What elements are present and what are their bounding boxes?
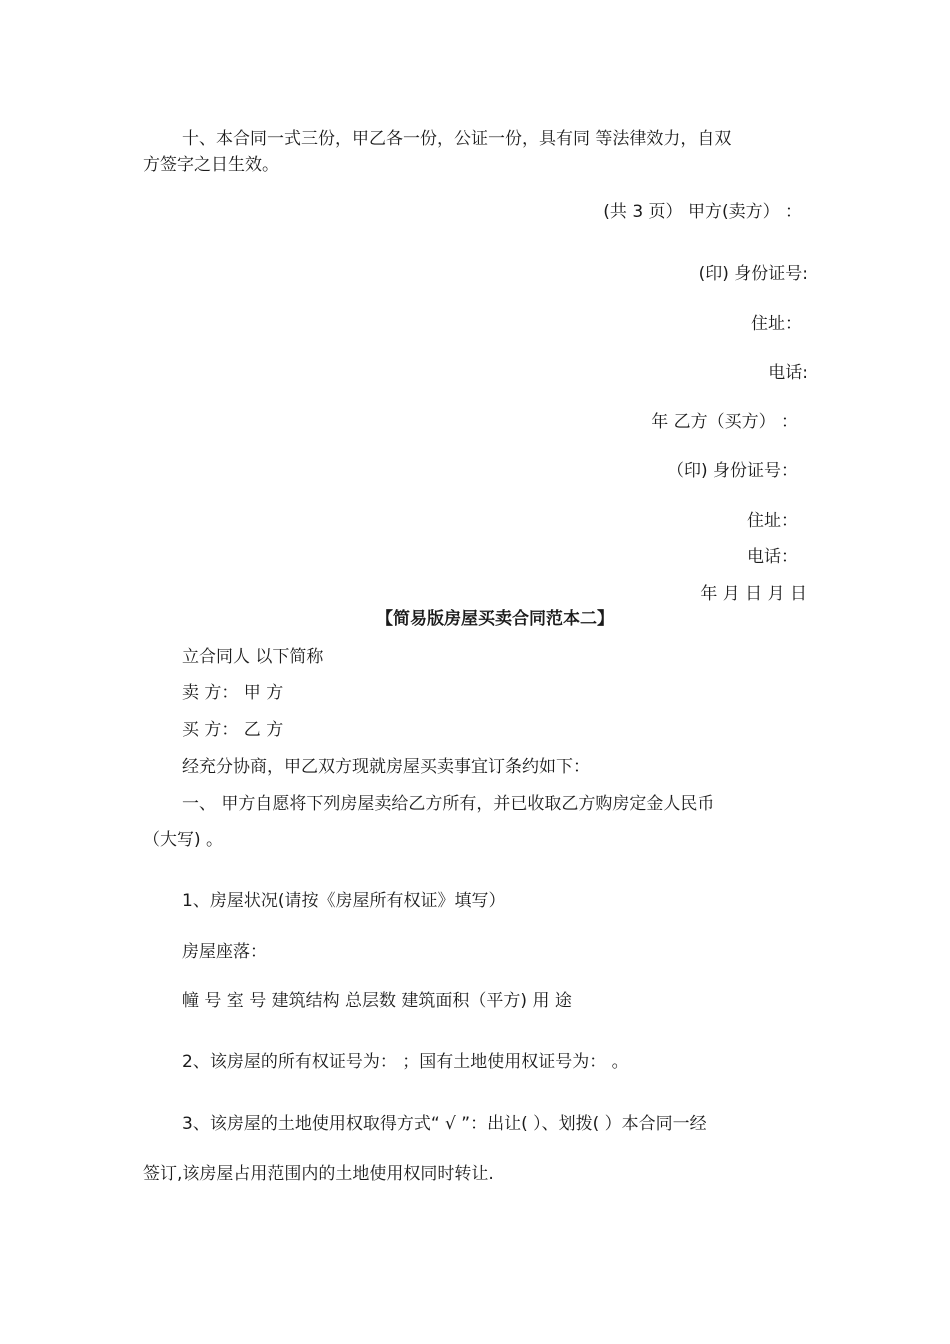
item-2: 2、该房屋的所有权证号为： ；国有土地使用权证号为： 。 (182, 1052, 629, 1072)
paragraph-10-line-1: 十、本合同一式三份，甲乙各一份，公证一份，具有同 等法律效力，自双 (182, 129, 732, 149)
paragraph-10-line-2: 方签字之日生效。 (143, 155, 279, 175)
pages-and-party-a: (共 3 页） 甲方(卖方） ： (603, 202, 802, 222)
party-b-address: 住址： (747, 511, 798, 531)
date-row: 年 月 日 月 日 (700, 584, 807, 604)
party-a-address: 住址： (751, 314, 802, 334)
party-b-id: （印) 身份证号： (666, 461, 798, 481)
agreement-intro: 经充分协商，甲乙双方现就房屋买卖事宜订条约如下： (182, 757, 590, 777)
house-location: 房屋座落： (182, 942, 267, 962)
party-b-phone: 电话： (747, 547, 798, 567)
property-table-header: 幢 号 室 号 建筑结构 总层数 建筑面积（平方) 用 途 (182, 991, 572, 1011)
seller-line: 卖 方： 甲 方 (182, 683, 284, 703)
contract-title: 【简易版房屋买卖合同范本二】 (376, 609, 614, 629)
year-party-b: 年 乙方（买方） ： (651, 412, 798, 432)
item-3-line-1: 3、该房屋的土地使用权取得方式“ √ ”：出让( ）、划拨( ）本合同一经 (182, 1114, 707, 1134)
parties-intro: 立合同人 以下简称 (182, 647, 324, 667)
clause-1-line-1: 一、 甲方自愿将下列房屋卖给乙方所有，并已收取乙方购房定金人民币 (182, 794, 715, 814)
item-1: 1、房屋状况(请按《房屋所有权证》填写） (182, 891, 506, 911)
item-3-line-2: 签订,该房屋占用范围内的土地使用权同时转让. (143, 1164, 494, 1184)
party-a-phone: 电话: (768, 363, 808, 383)
party-a-id: (印) 身份证号: (698, 264, 808, 284)
clause-1-line-2: （大写) 。 (143, 830, 224, 850)
buyer-line: 买 方： 乙 方 (182, 720, 284, 740)
